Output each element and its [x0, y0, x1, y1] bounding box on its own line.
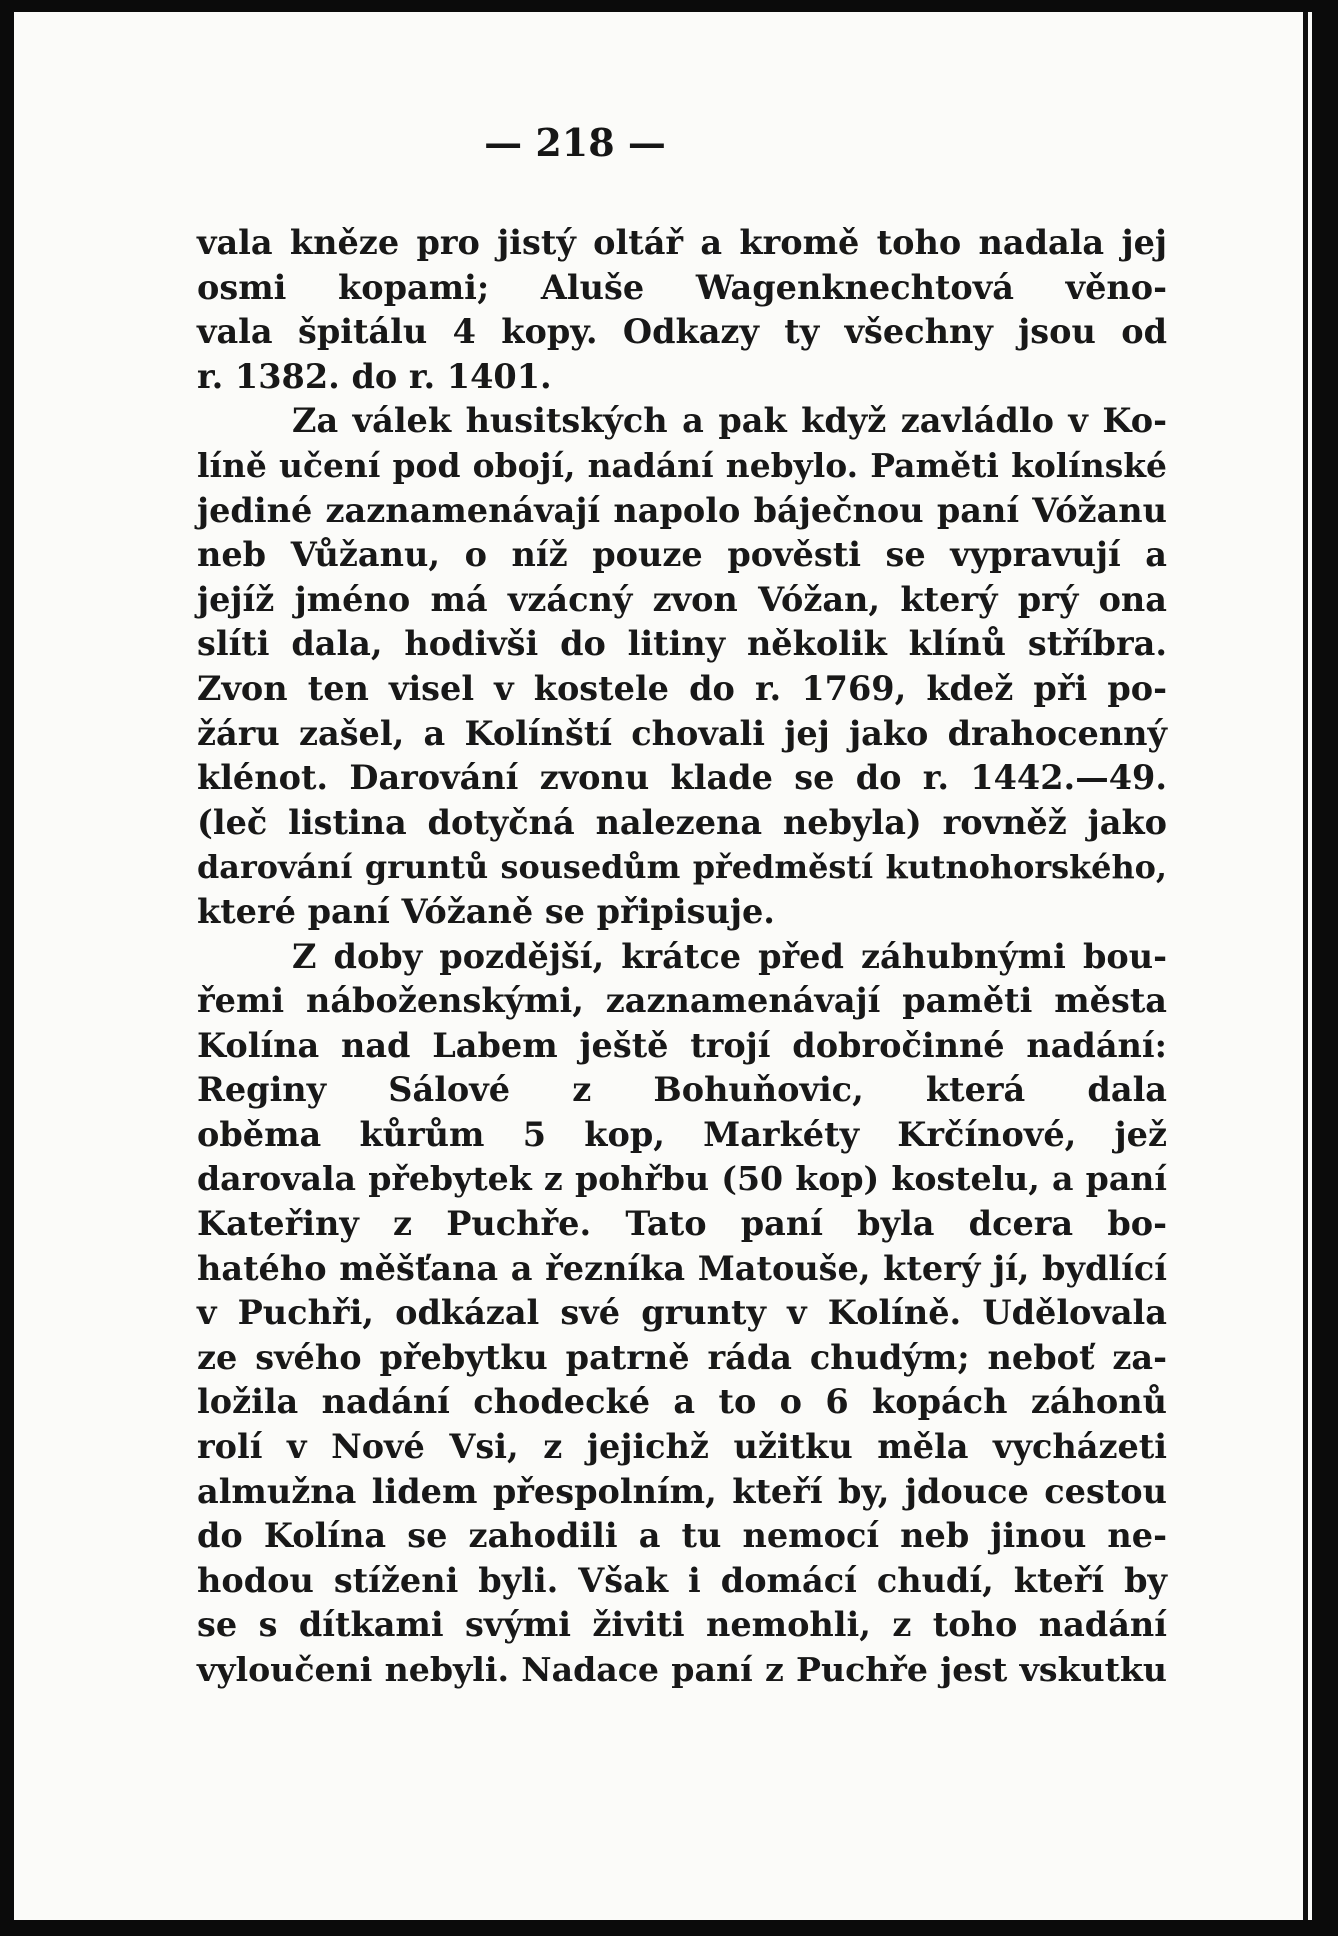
text-line: řemi náboženskými, zaznamenávají paměti města [197, 981, 1167, 1021]
page-number: — 218 — [484, 120, 666, 165]
text-line: vala špitálu 4 kopy. Odkazy ty všechny jsou od [197, 312, 1167, 352]
body-text [197, 221, 1167, 1693]
text-line: slíti dala, hodivši do litiny několik klínů stříbra. [197, 624, 1167, 664]
text-line: ložila nadání chodecké a to o 6 kopách záhonů [197, 1382, 1167, 1422]
text-line: r. 1382. do r. 1401. [197, 356, 552, 396]
page-edge-shadow [1303, 12, 1308, 1920]
text-line: žáru zašel, a Kolínští chovali jej jako drahocenný [197, 713, 1167, 753]
text-line: jejíž jméno má vzácný zvon Vóžan, který prý ona [197, 579, 1167, 619]
text-line: vyloučeni nebyli. Nadace paní z Puchře jest vskutku [197, 1650, 1167, 1689]
text-line: do Kolína se zahodili a tu nemocí neb jinou ne- [197, 1516, 1167, 1556]
text-line: hatého měšťana a řezníka Matouše, který jí, bydlící [197, 1248, 1167, 1288]
text-line: vala kněze pro jistý oltář a kromě toho nadala jej [197, 223, 1167, 262]
text-line: se s dítkami svými živiti nemohli, z toho nadání [197, 1605, 1167, 1645]
text-line: líně učení pod obojí, nadání nebylo. Paměti kolínské [197, 445, 1167, 485]
text-line: Za válek husitských a pak když zavládlo v Ko- [292, 401, 1167, 441]
text-line: hodou stíženi byli. Však i domácí chudí, kteří by [197, 1560, 1167, 1600]
text-line: jediné zaznamenávají napolo báječnou paní Vóžanu [197, 490, 1167, 530]
text-line: v Puchři, odkázal své grunty v Kolíně. Udělovala [197, 1293, 1167, 1333]
text-line: oběma kůrům 5 kop, Markéty Krčínové, jež [197, 1114, 1167, 1154]
text-line: almužna lidem přespolním, kteří by, jdouce cestou [197, 1471, 1167, 1511]
text-line: rolí v Nové Vsi, z jejichž užitku měla vycházeti [197, 1427, 1167, 1467]
text-line: Reginy Sálové z Bohuňovic, která dala [197, 1070, 1167, 1110]
text-line: Kolína nad Labem ještě trojí dobročinné nadání: [197, 1025, 1167, 1065]
text-line: (leč listina dotyčná nalezena nebyla) rovněž jako [197, 802, 1167, 842]
text-line: darování gruntů sousedům předměstí kutnohorského, [197, 848, 1167, 887]
text-line: osmi kopami; Aluše Wagenknechtová věno- [197, 267, 1167, 307]
text-line: klénot. Darování zvonu klade se do r. 1442.—49. [197, 758, 1167, 798]
text-line: neb Vůžanu, o níž pouze pověsti se vypravují a [197, 535, 1167, 575]
text-line: které paní Vóžaně se připisuje. [197, 891, 775, 931]
text-line: Kateřiny z Puchře. Tato paní byla dcera bo- [197, 1204, 1167, 1244]
book-page [14, 12, 1312, 1920]
text-line: ze svého přebytku patrně ráda chudým; neboť za- [197, 1337, 1167, 1377]
text-line: darovala přebytek z pohřbu (50 kop) kostelu, a paní [197, 1159, 1167, 1199]
text-line: Z doby pozdější, krátce před záhubnými bou- [292, 936, 1167, 976]
text-line: Zvon ten visel v kostele do r. 1769, kdež při po- [197, 668, 1167, 708]
